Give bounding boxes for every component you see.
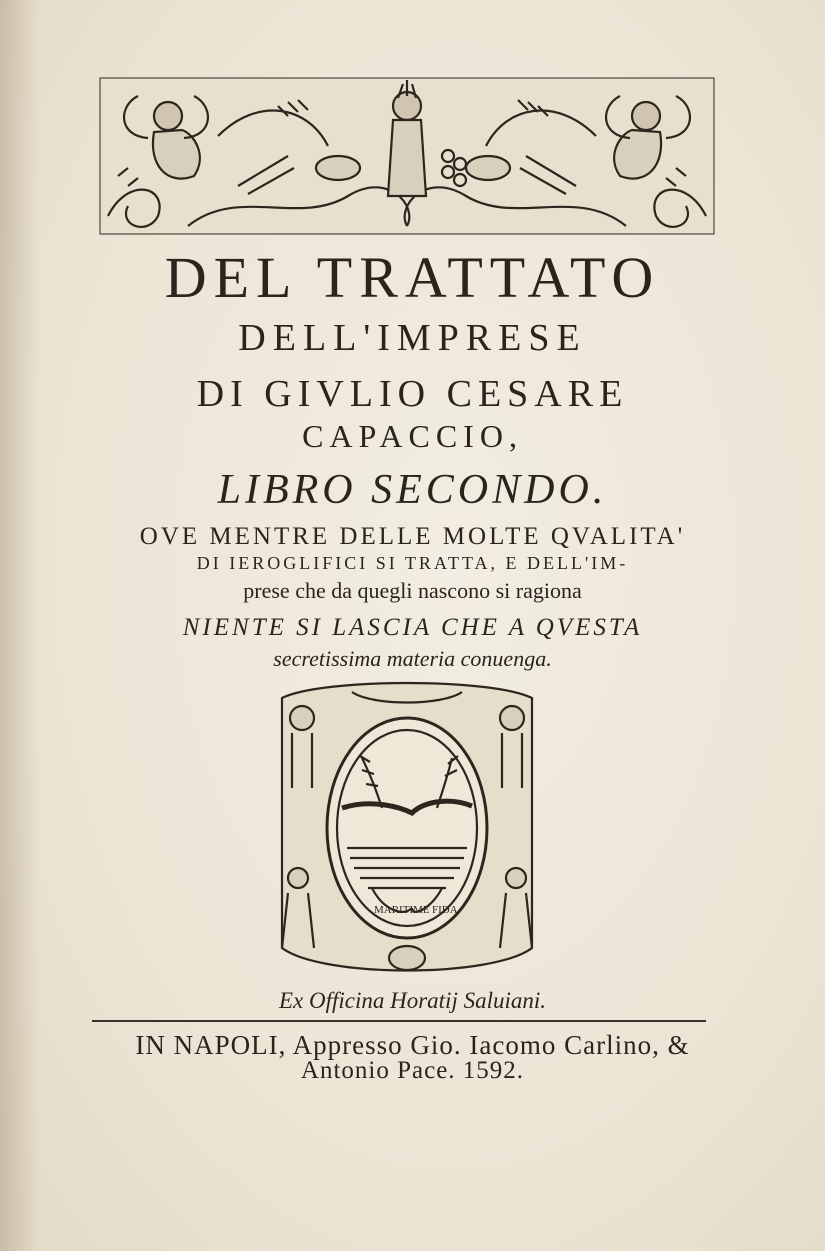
woodcut-headpiece — [98, 76, 716, 236]
subtitle-line-1: OVE MENTRE DELLE MOLTE QVALITA' — [139, 523, 686, 550]
title-line-1: DEL TRATTATO — [164, 245, 661, 310]
subtitle-line-4: NIENTE SI LASCIA CHE A QVESTA — [182, 614, 643, 641]
subtitle-line-5: secretissima materia conuenga. — [273, 646, 552, 671]
author-surname: CAPACCIO, — [302, 418, 523, 454]
subtitle-line-3: prese che da quegli nascono si ragiona — [243, 578, 582, 603]
subtitle-line-2: DI IEROGLIFICI SI TRATTA, E DELL'IM- — [196, 553, 629, 573]
printers-device-woodcut — [262, 678, 552, 978]
printer-line: Ex Officina Horatij Saluiani. — [278, 988, 547, 1013]
imprint-line-1: IN NAPOLI, Appresso Gio. Iacomo Carlino, & — [135, 1030, 690, 1060]
book-number: LIBRO SECONDO. — [217, 467, 608, 513]
device-motto-right: FIDA — [432, 904, 458, 916]
title-line-2: DELL'IMPRESE — [238, 317, 587, 359]
author-line: DI GIVLIO CESARE — [196, 373, 629, 415]
imprint-line-2: Antonio Pace. 1592. — [300, 1057, 525, 1084]
device-motto-left: MARITIME — [374, 904, 430, 916]
imprint-rule — [92, 1020, 706, 1022]
